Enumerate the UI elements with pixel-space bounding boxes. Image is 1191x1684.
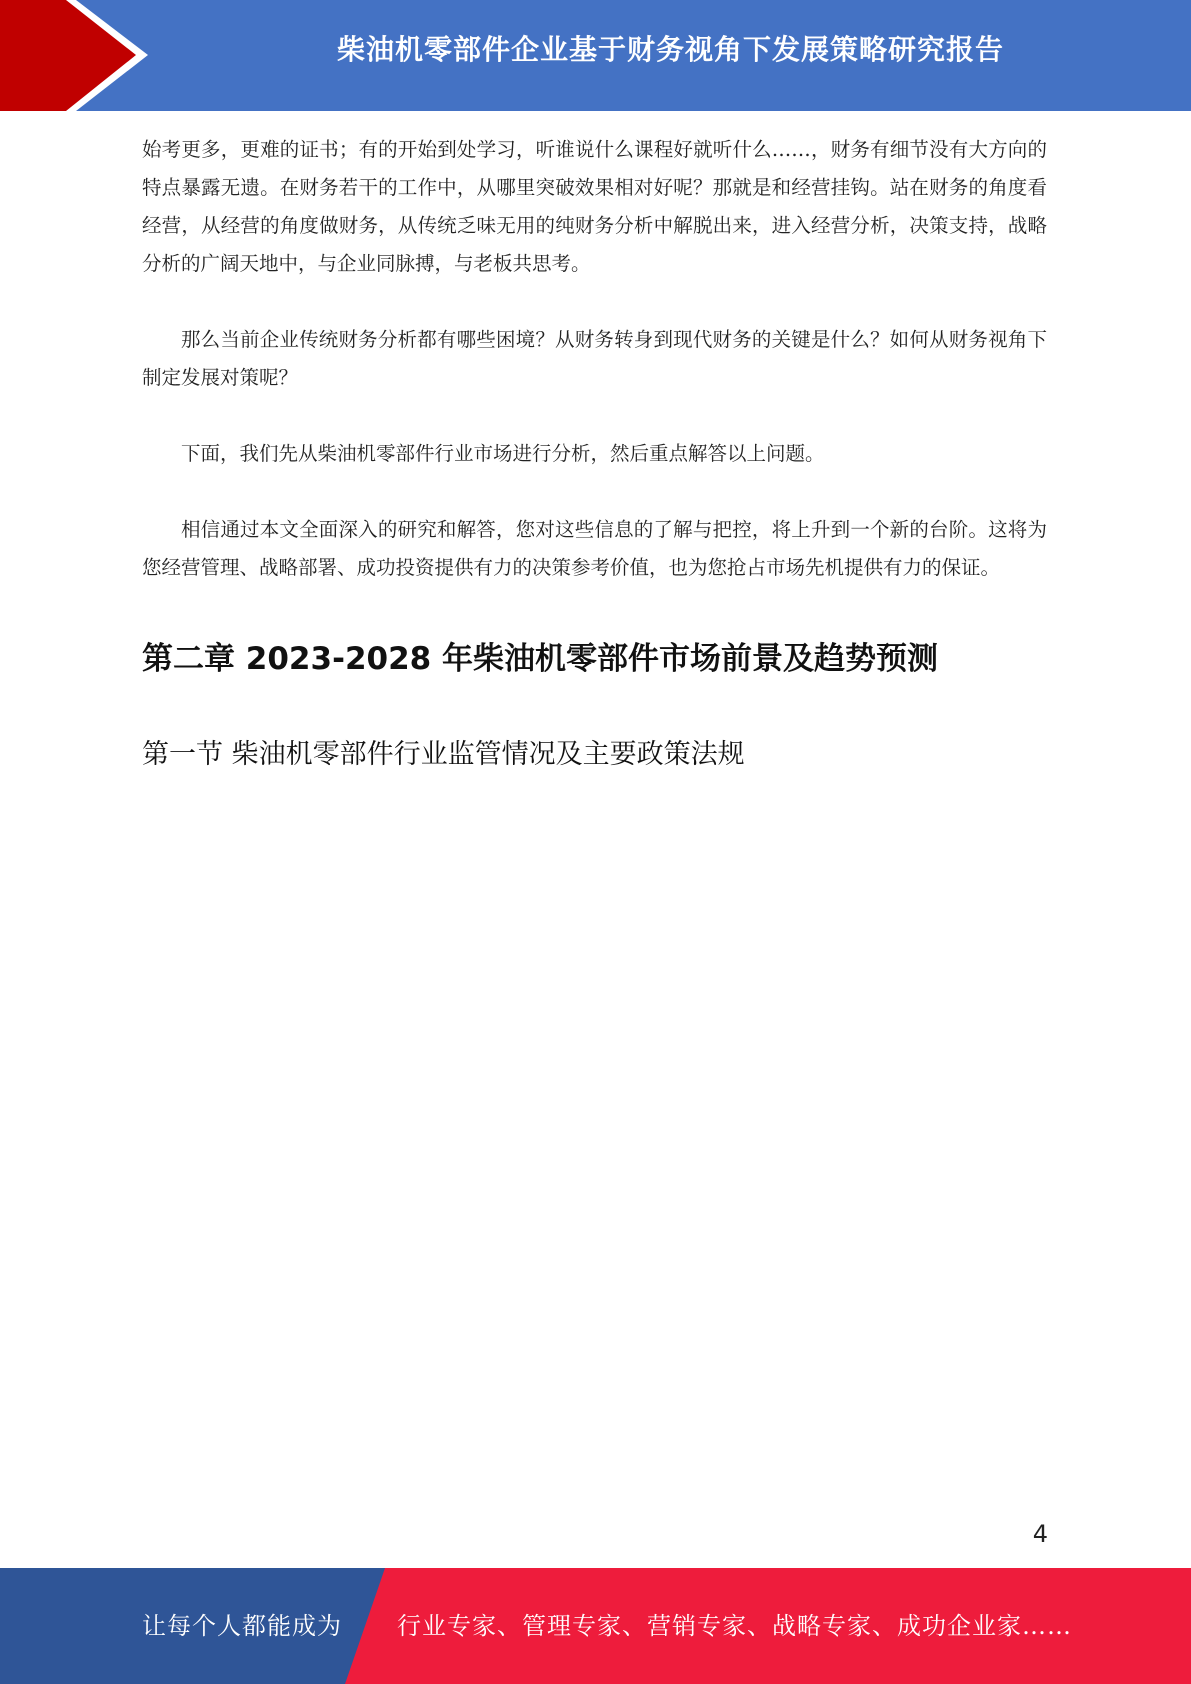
page-header xyxy=(0,0,1191,111)
section-heading: 第一节 柴油机零部件行业监管情况及主要政策法规 xyxy=(142,739,745,770)
footer-slogan-left: 让每个人都能成为 xyxy=(142,1612,342,1640)
body-paragraph: 相信通过本文全面深入的研究和解答，您对这些信息的了解与把控，将上升到一个新的台阶。这将为您经营管理、战略部署、成功投资提供有力的决策参考价值，也为您抢占市场先机提供有力的保证。 xyxy=(142,518,1047,579)
body-paragraph: 始考更多，更难的证书；有的开始到处学习，听谁说什么课程好就听什么……，财务有细节没有大方向的特点暴露无遗。在财务若干的工作中，从哪里突破效果相对好呢？那就是和经营挂钩。站在财务的角度看经营，从经营的角度做财务，从传统乏味无用的纯财务分析中解脱出来，进入经营分析，决策支持，战略分析的广阔天地中，与企业同脉搏，与老板共思考。 xyxy=(142,138,1047,275)
page-footer xyxy=(0,1568,1191,1684)
body-paragraph: 那么当前企业传统财务分析都有哪些困境？从财务转身到现代财务的关键是什么？如何从财务视角下制定发展对策呢？ xyxy=(142,328,1047,389)
main-content xyxy=(142,131,1047,773)
chapter-heading: 第二章 2023-2028 年柴油机零部件市场前景及趋势预测 xyxy=(142,641,939,677)
report-title: 柴油机零部件企业基于财务视角下发展策略研究报告 xyxy=(336,33,1004,66)
body-paragraph: 下面，我们先从柴油机零部件行业市场进行分析，然后重点解答以上问题。 xyxy=(181,442,825,465)
page-number: 4 xyxy=(1032,1520,1048,1548)
footer-slogan-right: 行业专家、管理专家、营销专家、战略专家、成功企业家…… xyxy=(397,1612,1072,1640)
header-arrow-decoration xyxy=(0,0,160,111)
